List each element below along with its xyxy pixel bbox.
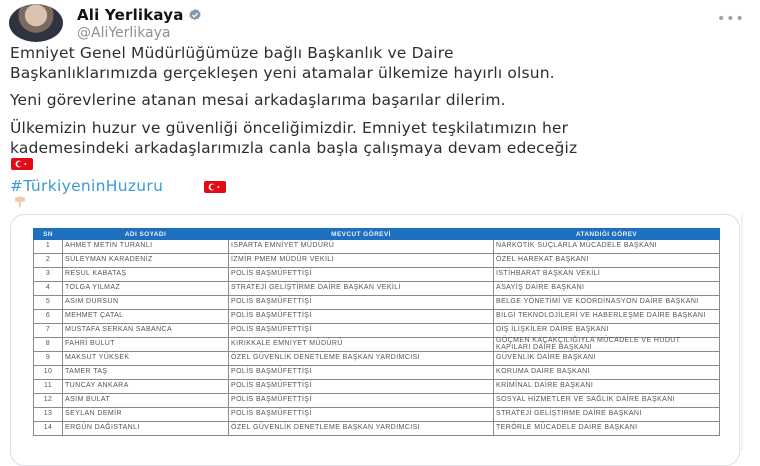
more-options-icon[interactable]: ••• — [717, 11, 745, 27]
cell-current-role: POLİS BAŞMÜFETTİŞİ — [229, 324, 494, 338]
tweet-text-line: Yeni görevlerine atanan mesai arkadaşlarıma başarılar dilerim. — [10, 91, 506, 109]
cell-current-role: POLİS BAŞMÜFETTİŞİ — [229, 408, 494, 422]
cell-current-role: ISPARTA EMNİYET MÜDÜRÜ — [229, 240, 494, 254]
cell-name: TUNCAY ANKARA — [63, 380, 229, 394]
cell-name: ASIM DURSUN — [63, 296, 229, 310]
cell-sn: 8 — [34, 338, 63, 352]
table-body — [34, 240, 720, 436]
table-row — [34, 352, 720, 366]
cell-sn: 12 — [34, 394, 63, 408]
cell-current-role: İZMİR PMEM MÜDÜR VEKİLİ — [229, 254, 494, 268]
cell-assigned-role: BELGE YÖNETİMİ VE KOORDİNASYON DAİRE BAŞKANI — [494, 296, 720, 310]
tweet-text-line: Başkanlıklarımızda gerçekleşen yeni atamalar ülkemize hayırlı olsun. — [10, 64, 555, 82]
table-row — [34, 296, 720, 310]
cell-name: TOLGA YILMAZ — [63, 282, 229, 296]
cell-assigned-role: DIŞ İLİŞKİLER DAİRE BAŞKANI — [494, 324, 720, 338]
table-row — [34, 282, 720, 296]
cell-name: RESUL KABATAŞ — [63, 268, 229, 282]
cell-name: MUSTAFA SERKAN SABANCA — [63, 324, 229, 338]
cell-name: MEHMET ÇATAL — [63, 310, 229, 324]
tweet-text-line: Emniyet Genel Müdürlüğümüze bağlı Başkanlık ve Daire — [10, 44, 454, 62]
cell-assigned-role: TERÖRLE MÜCADELE DAİRE BAŞKANI — [494, 422, 720, 436]
table-row — [34, 408, 720, 422]
cell-sn: 9 — [34, 352, 63, 366]
cell-name: ERGÜN DAĞISTANLI — [63, 422, 229, 436]
column-header-assigned-role: ATANDIĞI GÖREV — [494, 229, 720, 240]
cell-current-role: POLİS BAŞMÜFETTİŞİ — [229, 366, 494, 380]
tweet-text-line: Ülkemizin huzur ve güvenliği önceliğimizdir. Emniyet teşkilatımızın her — [10, 119, 569, 137]
table-row — [34, 380, 720, 394]
hashtag-link[interactable] — [10, 177, 163, 195]
cell-sn: 10 — [34, 366, 63, 380]
cell-current-role: POLİS BAŞMÜFETTİŞİ — [229, 380, 494, 394]
table-row — [34, 338, 720, 352]
cell-sn: 13 — [34, 408, 63, 422]
cell-sn: 4 — [34, 282, 63, 296]
cell-current-role: POLİS BAŞMÜFETTİŞİ — [229, 296, 494, 310]
turkish-flag-icon — [11, 158, 33, 170]
cell-assigned-role: KRİMİNAL DAİRE BAŞKANI — [494, 380, 720, 394]
column-header-name: ADI SOYADI — [63, 229, 229, 240]
scrollbar[interactable] — [741, 214, 743, 450]
cell-name: TAMER TAŞ — [63, 366, 229, 380]
table-row — [34, 310, 720, 324]
turkish-flag-icon — [204, 181, 226, 193]
cell-assigned-role: ASAYİŞ DAİRE BAŞKANI — [494, 282, 720, 296]
cell-current-role: POLİS BAŞMÜFETTİŞİ — [229, 268, 494, 282]
appointments-table — [33, 228, 720, 436]
pointing-down-icon — [13, 196, 27, 208]
cell-name: SÜLEYMAN KARADENİZ — [63, 254, 229, 268]
cell-name: AHMET METİN TURANLI — [63, 240, 229, 254]
author-name-text: Ali Yerlikaya — [77, 6, 184, 24]
cell-assigned-role: KORUMA DAİRE BAŞKANI — [494, 366, 720, 380]
table-row — [34, 366, 720, 380]
verified-badge-icon — [188, 8, 202, 22]
cell-current-role: POLİS BAŞMÜFETTİŞİ — [229, 310, 494, 324]
cell-assigned-role: GÜVENLİK DAİRE BAŞKANI — [494, 352, 720, 366]
cell-assigned-role: SOSYAL HİZMETLER VE SAĞLIK DAİRE BAŞKANI — [494, 394, 720, 408]
column-header-current-role: MEVCUT GÖREVİ — [229, 229, 494, 240]
cell-sn: 7 — [34, 324, 63, 338]
author-name[interactable] — [77, 6, 202, 24]
cell-current-role: STRATEJİ GELİŞTİRME DAİRE BAŞKAN VEKİLİ — [229, 282, 494, 296]
table-row — [34, 394, 720, 408]
cell-assigned-role: ÖZEL HAREKAT BAŞKANI — [494, 254, 720, 268]
cell-sn: 6 — [34, 310, 63, 324]
cell-current-role: KIRIKKALE EMNİYET MÜDÜRÜ — [229, 338, 494, 352]
cell-sn: 2 — [34, 254, 63, 268]
cell-sn: 5 — [34, 296, 63, 310]
author-handle[interactable]: @AliYerlikaya — [77, 25, 171, 41]
cell-name: ASIM BULAT — [63, 394, 229, 408]
avatar[interactable] — [9, 4, 63, 42]
column-header-sn: SN — [34, 229, 63, 240]
cell-current-role: ÖZEL GÜVENLİK DENETLEME BAŞKAN YARDIMCISI — [229, 422, 494, 436]
cell-sn: 3 — [34, 268, 63, 282]
table-row — [34, 254, 720, 268]
hashtag-text: #TürkiyeninHuzuru — [10, 177, 164, 195]
cell-current-role: ÖZEL GÜVENLİK DENETLEME BAŞKAN YARDIMCISI — [229, 352, 494, 366]
cell-name: SEYLAN DEMİR — [63, 408, 229, 422]
cell-assigned-role: STRATEJİ GELİŞTİRME DAİRE BAŞKANI — [494, 408, 720, 422]
cell-current-role: POLİS BAŞMÜFETTİŞİ — [229, 394, 494, 408]
cell-assigned-role: GÖÇMEN KAÇAKÇILIĞIYLA MÜCADELE VE HUDUT KAPILARI DAİRE BAŞKANI — [494, 338, 720, 352]
tweet-text-line: kademesindeki arkadaşlarımızla canla başla çalışmaya devam edeceğiz — [10, 139, 578, 157]
cell-sn: 14 — [34, 422, 63, 436]
table-row — [34, 324, 720, 338]
cell-name: FAHRİ BULUT — [63, 338, 229, 352]
cell-assigned-role: BİLGİ TEKNOLOJİLERİ VE HABERLEŞME DAİRE BAŞKANI — [494, 310, 720, 324]
cell-sn: 11 — [34, 380, 63, 394]
table-row — [34, 240, 720, 254]
cell-assigned-role: NARKOTİK SUÇLARLA MÜCADELE BAŞKANI — [494, 240, 720, 254]
table-header-row — [34, 229, 720, 240]
cell-name: MAKSUT YÜKSEK — [63, 352, 229, 366]
table-row — [34, 422, 720, 436]
cell-assigned-role: İSTİHBARAT BAŞKAN VEKİLİ — [494, 268, 720, 282]
table-row — [34, 268, 720, 282]
cell-sn: 1 — [34, 240, 63, 254]
